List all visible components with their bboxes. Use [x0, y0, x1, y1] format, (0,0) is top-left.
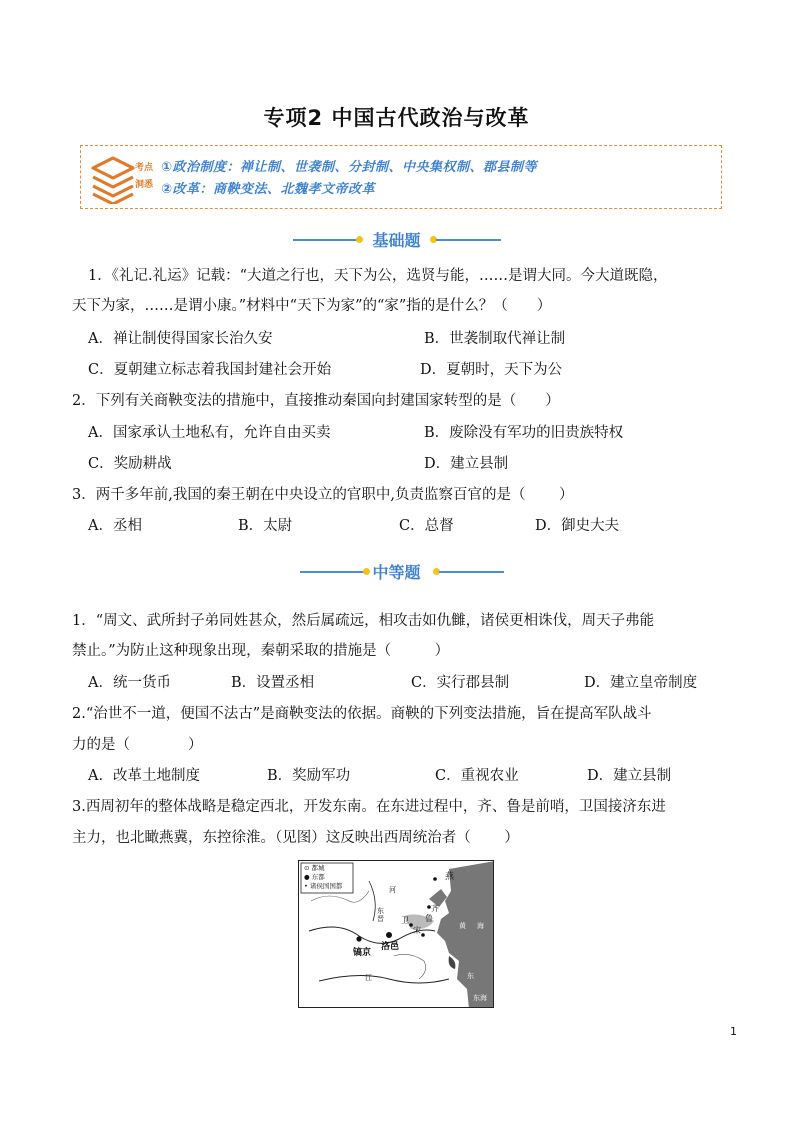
question-text: 3.西周初年的整体战略是稳定西北，开发东南。在东进过程中，齐、鲁是前哨，卫国接济东进 — [72, 799, 666, 815]
western-zhou-map — [298, 860, 494, 1008]
question-text: 力的是（ ） — [72, 737, 203, 753]
question-text: 禁止。”为防止这种现象出现，秦朝采取的措施是（ ） — [72, 643, 450, 659]
key-points-label-bottom: 洞悉 — [135, 180, 154, 190]
page-title: 专项2 中国古代政治与改革 — [263, 106, 530, 130]
option: C．奖励耕战 — [88, 456, 172, 472]
question-text: 天下为家，……是谓小康。”材料中“天下为家”的“家”指的是什么？（ ） — [72, 298, 552, 314]
map-label-lu: 鲁 — [425, 914, 433, 923]
question-text: 2．下列有关商鞅变法的措施中，直接推动秦国向封建国家转型的是（ ） — [72, 393, 560, 409]
legend-item: • 诸侯国国都 — [304, 882, 343, 890]
map-label-dongjin: 东晋 — [377, 907, 384, 923]
question-text: 1．“周文、武所封子弟同姓甚众，然后属疏远，相攻击如仇雠，诸侯更相诛伐，周天子弗能 — [72, 613, 655, 629]
legend-item: ⊙ 都城 — [304, 864, 325, 872]
key-point-line-2: ②改革：商鞅变法、北魏孝文帝改革 — [161, 182, 376, 197]
question-text: 2.“治世不一道，便国不法古”是商鞅变法的依据。商鞅的下列变法措施，旨在提高军队战斗 — [72, 706, 652, 722]
section-header-basic — [0, 228, 793, 252]
option: B．奖励军功 — [267, 768, 351, 784]
option: D．夏朝时，天下为公 — [420, 362, 563, 378]
option: D．建立县制 — [587, 768, 672, 784]
legend-item: ● 东都 — [304, 873, 325, 881]
question-text: 1．《礼记.礼运》记载：“大道之行也，天下为公，选贤与能，……是谓大同。今大道既隐， — [88, 268, 668, 284]
option: B．太尉 — [238, 518, 293, 534]
key-point-line-1: ①政治制度：禅让制、世袭制、分封制、中央集权制、郡县制等 — [161, 160, 538, 175]
key-points-box — [80, 145, 722, 209]
map-label-dong: 东 — [467, 972, 474, 980]
option: A．统一货币 — [88, 675, 171, 691]
option: B．世袭制取代禅让制 — [424, 331, 566, 347]
option: B．设置丞相 — [231, 675, 315, 691]
option: D．御史大夫 — [535, 518, 620, 534]
option: B．废除没有军功的旧贵族特权 — [424, 425, 624, 441]
luoyi-marker — [386, 932, 392, 938]
map-label-yan: 燕 — [445, 872, 455, 882]
page-number: 1 — [730, 1025, 737, 1038]
map-label-hai: 海 — [477, 922, 484, 930]
map-label-luoyi: 洛邑 — [381, 942, 400, 952]
option: C．重视农业 — [435, 768, 519, 784]
option: C．实行郡县制 — [411, 675, 510, 691]
map-label-he: 河 — [389, 886, 396, 894]
option: A．禅让制使得国家长治久安 — [88, 331, 273, 347]
key-points-label-top: 考点 — [135, 163, 154, 173]
section-header-medium — [0, 560, 793, 584]
map-label-qi: 齐 — [431, 904, 439, 913]
map-label-haojing: 镐京 — [353, 948, 372, 958]
option: A．改革土地制度 — [88, 768, 200, 784]
map-label-wei: 卫 — [401, 916, 409, 925]
map-label-huang: 黄 — [459, 922, 466, 930]
option: C．总督 — [399, 518, 454, 534]
map-legend — [304, 864, 342, 891]
map-label-song: 宋 — [413, 926, 421, 935]
section-title-medium: 中等题 — [372, 563, 421, 582]
key-points-label — [135, 160, 157, 194]
map-label-jiang: 江 — [365, 974, 372, 982]
section-title-basic: 基础题 — [372, 231, 421, 250]
option: A．丞相 — [88, 518, 142, 534]
question-text: 主力，也北瞰燕冀，东控徐淮。（见图）这反映出西周统治者（ ） — [72, 830, 519, 846]
option: A．国家承认土地私有，允许自由买卖 — [88, 425, 331, 441]
option: C．夏朝建立标志着我国封建社会开始 — [88, 362, 332, 378]
stacked-books-icon — [89, 152, 137, 204]
question-text: 3．两千多年前,我国的秦王朝在中央设立的官职中,负责监察百官的是（ ） — [72, 487, 574, 503]
option: D．建立县制 — [424, 456, 509, 472]
map-label-donghai: 东海 — [473, 994, 487, 1002]
option: D．建立皇帝制度 — [584, 675, 698, 691]
haojing-marker — [356, 936, 361, 941]
